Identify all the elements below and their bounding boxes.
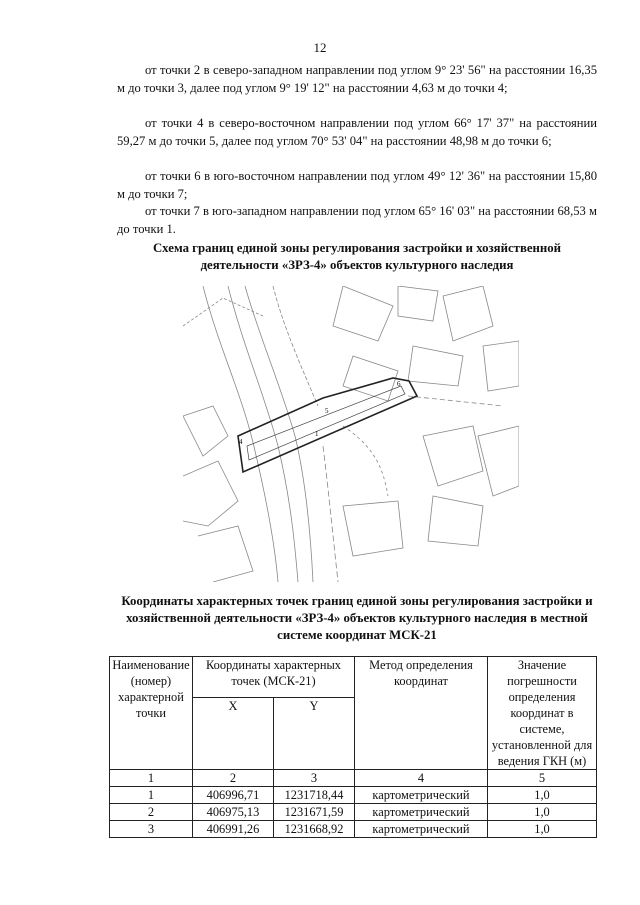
header-coords: Координаты характерных точек (МСК-21) <box>193 657 355 698</box>
header-method: Метод определения координат <box>355 657 488 770</box>
paragraph-2: от точки 4 в северо-восточном направлении под углом 66° 17' 37" на расстоянии 59,27 м до точки 5, далее под углом 70° 53' 04" на расстоянии 48,98 м до точки 6; <box>117 116 597 148</box>
map-point-label-1: 1 <box>315 430 319 438</box>
map-point-label-6: 6 <box>397 380 401 388</box>
table-title: Координаты характерных точек границ единой зоны регулирования застройки и хозяйственной деятельности «ЗРЗ-4» объектов культурного наследия в местной системе координат МСК-21 <box>121 594 593 642</box>
coordinates-table <box>109 656 597 838</box>
scheme-title: Схема границ единой зоны регулирования застройки и хозяйственной деятельности «ЗРЗ-4» объектов культурного наследия <box>152 241 562 272</box>
map-point-label-5: 5 <box>325 407 329 415</box>
page-number: 12 <box>313 40 327 55</box>
header-error: Значение погрешности определения координат в системе, установленной для ведения ГКН (м) <box>488 657 597 770</box>
zone-map <box>183 286 519 582</box>
paragraph-1: от точки 2 в северо-западном направлении под углом 9° 23' 56" на расстоянии 16,35 м до точки 3, далее под углом 9° 19' 12" на расстоянии 4,63 м до точки 4; <box>117 63 597 95</box>
paragraph-3: от точки 6 в юго-восточном направлении под углом 49° 12' 36" на расстоянии 15,80 м до точки 7; <box>117 169 597 201</box>
map-point-label-4: 4 <box>239 438 243 446</box>
header-x: X <box>193 698 274 770</box>
index-row: 1 2 3 4 5 <box>110 770 597 787</box>
paragraph-4: от точки 7 в юго-западном направлении под углом 65° 16' 03" на расстоянии 68,53 м до точки 1. <box>117 204 597 236</box>
table-row: 2 406975,13 1231671,59 картометрический 1,0 <box>110 804 597 821</box>
table-row: 1 406996,71 1231718,44 картометрический 1,0 <box>110 787 597 804</box>
table-row: 3 406991,26 1231668,92 картометрический 1,0 <box>110 821 597 838</box>
header-y: Y <box>274 698 355 770</box>
header-point-name: Наименование (номер) характерной точки <box>110 657 193 770</box>
